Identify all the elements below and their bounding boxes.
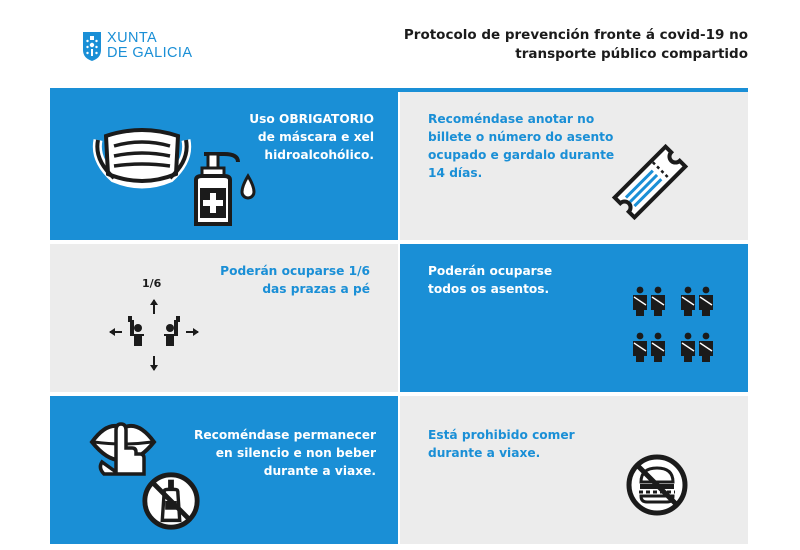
panel-standing-line: das prazas a pé: [262, 282, 370, 296]
panel-standing-text: [170, 262, 370, 298]
panel-silence-line: en silencio e non beber: [215, 446, 376, 460]
hand-sanitizer-icon: [190, 148, 262, 230]
xunta-logo: [82, 30, 192, 62]
panel-ticket-line: ocupado e gardalo durante: [428, 148, 615, 162]
page-title: [328, 26, 748, 64]
panel-mask-line: de máscara e xel: [257, 130, 374, 144]
panel-ticket-line: 14 días.: [428, 166, 483, 180]
panel-mask-line: Uso OBRIGATORIO: [249, 112, 374, 126]
face-mask-icon: [92, 126, 192, 190]
panel-food-line: durante a viaxe.: [428, 446, 541, 460]
panel-silence-line: Recoméndase permanecer: [194, 428, 376, 442]
logo-line-1: XUNTA: [107, 30, 158, 46]
panel-silence: [50, 396, 398, 544]
panel-food-line: Está prohibido comer: [428, 428, 575, 442]
page-title-line-2: transporte público compartido: [515, 46, 748, 62]
silence-lips-icon: [88, 412, 158, 478]
panel-seats: [400, 244, 748, 392]
standing-fraction-label: 1/6: [142, 277, 162, 290]
panel-ticket-line: billete o número do asento: [428, 130, 614, 144]
seated-passengers-icon: [628, 280, 720, 372]
panel-seats-text: [428, 262, 628, 298]
panel-seats-line: Poderán ocuparse: [428, 264, 553, 278]
page-title-line-1: Protocolo de prevención fronte á covid-19 no: [403, 27, 748, 43]
logo-line-2: DE GALICIA: [107, 45, 193, 61]
no-eating-icon: [624, 452, 690, 518]
panel-seats-line: todos os asentos.: [428, 282, 550, 296]
panel-mask: [50, 92, 398, 240]
panel-standing: [50, 244, 398, 392]
standing-passengers-icon: [106, 296, 202, 376]
panel-ticket: [400, 92, 748, 240]
logo-wordmark: [107, 31, 192, 61]
panel-mask-line: hidroalcohólico.: [264, 148, 374, 162]
panel-ticket-line: Recoméndase anotar no: [428, 112, 595, 126]
panel-food-text: [428, 426, 628, 462]
panel-food: [400, 396, 748, 544]
panel-silence-line: durante a viaxe.: [263, 464, 376, 478]
galicia-emblem-icon: [82, 30, 102, 62]
panel-standing-line: Poderán ocuparse 1/6: [220, 264, 370, 278]
ticket-icon: [608, 140, 692, 224]
no-drinking-icon: [140, 470, 202, 532]
